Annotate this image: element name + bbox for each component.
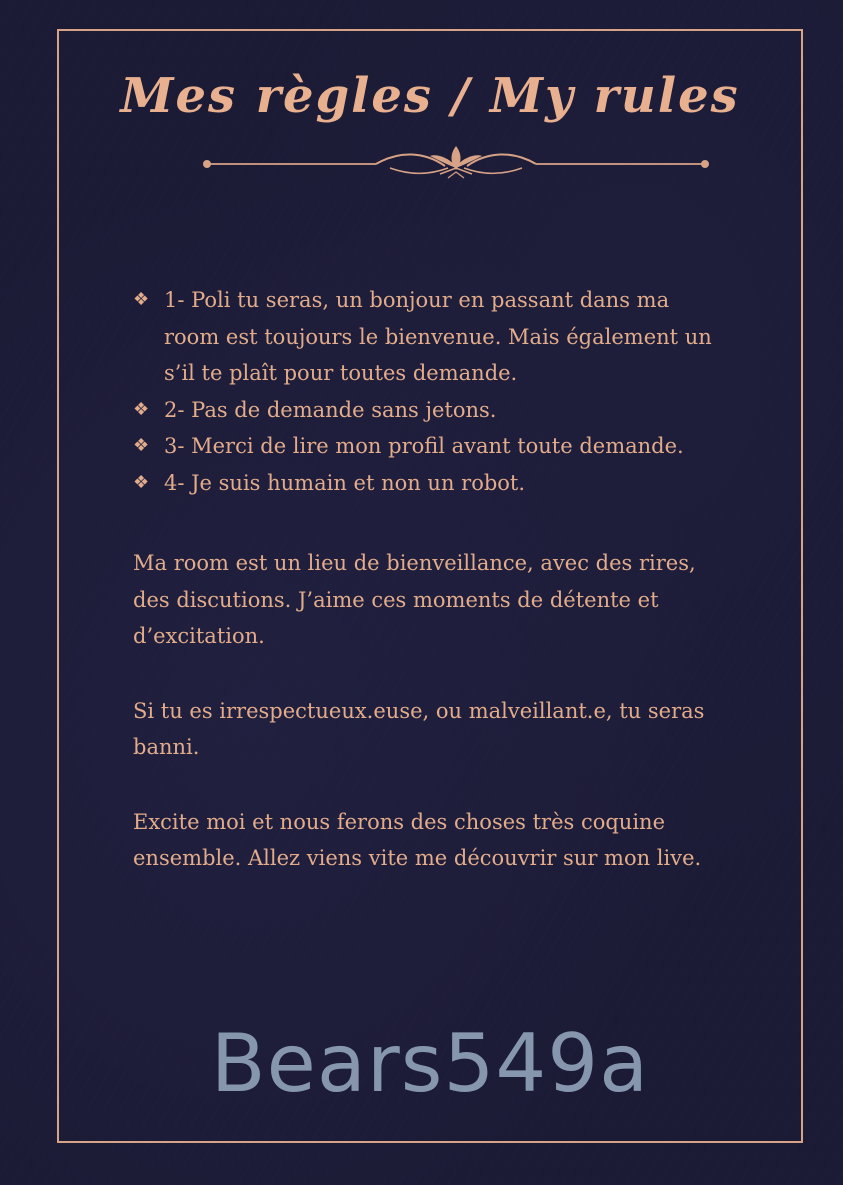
ornamental-divider-icon bbox=[200, 142, 712, 186]
rule-item-2 bbox=[133, 392, 723, 429]
paragraph-invitation: Excite moi et nous ferons des choses très coquine ensemble. Allez viens vite me découvrir sur mon live. bbox=[133, 809, 702, 870]
rule-text: 1- Poli tu seras, un bonjour en passant dans ma room est toujours le bienvenue. Mais également un s’il te plaît pour toutes demande. bbox=[164, 288, 712, 385]
page-title: Mes règles / My rules bbox=[120, 68, 740, 124]
diamond-bullet-icon: ❖ bbox=[133, 398, 150, 420]
rule-text: 4- Je suis humain et non un robot. bbox=[164, 470, 526, 495]
diamond-bullet-icon: ❖ bbox=[133, 289, 150, 310]
rule-text: 2- Pas de demande sans jetons. bbox=[164, 397, 497, 422]
rule-text: 3- Merci de lire mon profil avant toute demande. bbox=[164, 434, 684, 458]
paragraph-welcome: Ma room est un lieu de bienveillance, avec des rires, des discutions. J’aime ces moments de détente et d’excitation. bbox=[133, 551, 696, 648]
username-label: Bears549a bbox=[210, 1017, 650, 1110]
rule-item-1 bbox=[133, 282, 723, 392]
rule-item-4 bbox=[133, 465, 723, 502]
paragraph-warning: Si tu es irrespectueux.euse, ou malveillant.e, tu seras banni. bbox=[133, 698, 705, 759]
rules-list bbox=[133, 282, 723, 501]
diamond-bullet-icon: ❖ bbox=[133, 471, 150, 493]
rule-item-3 bbox=[133, 428, 723, 465]
rules-content bbox=[133, 282, 723, 877]
diamond-bullet-icon: ❖ bbox=[133, 435, 150, 456]
